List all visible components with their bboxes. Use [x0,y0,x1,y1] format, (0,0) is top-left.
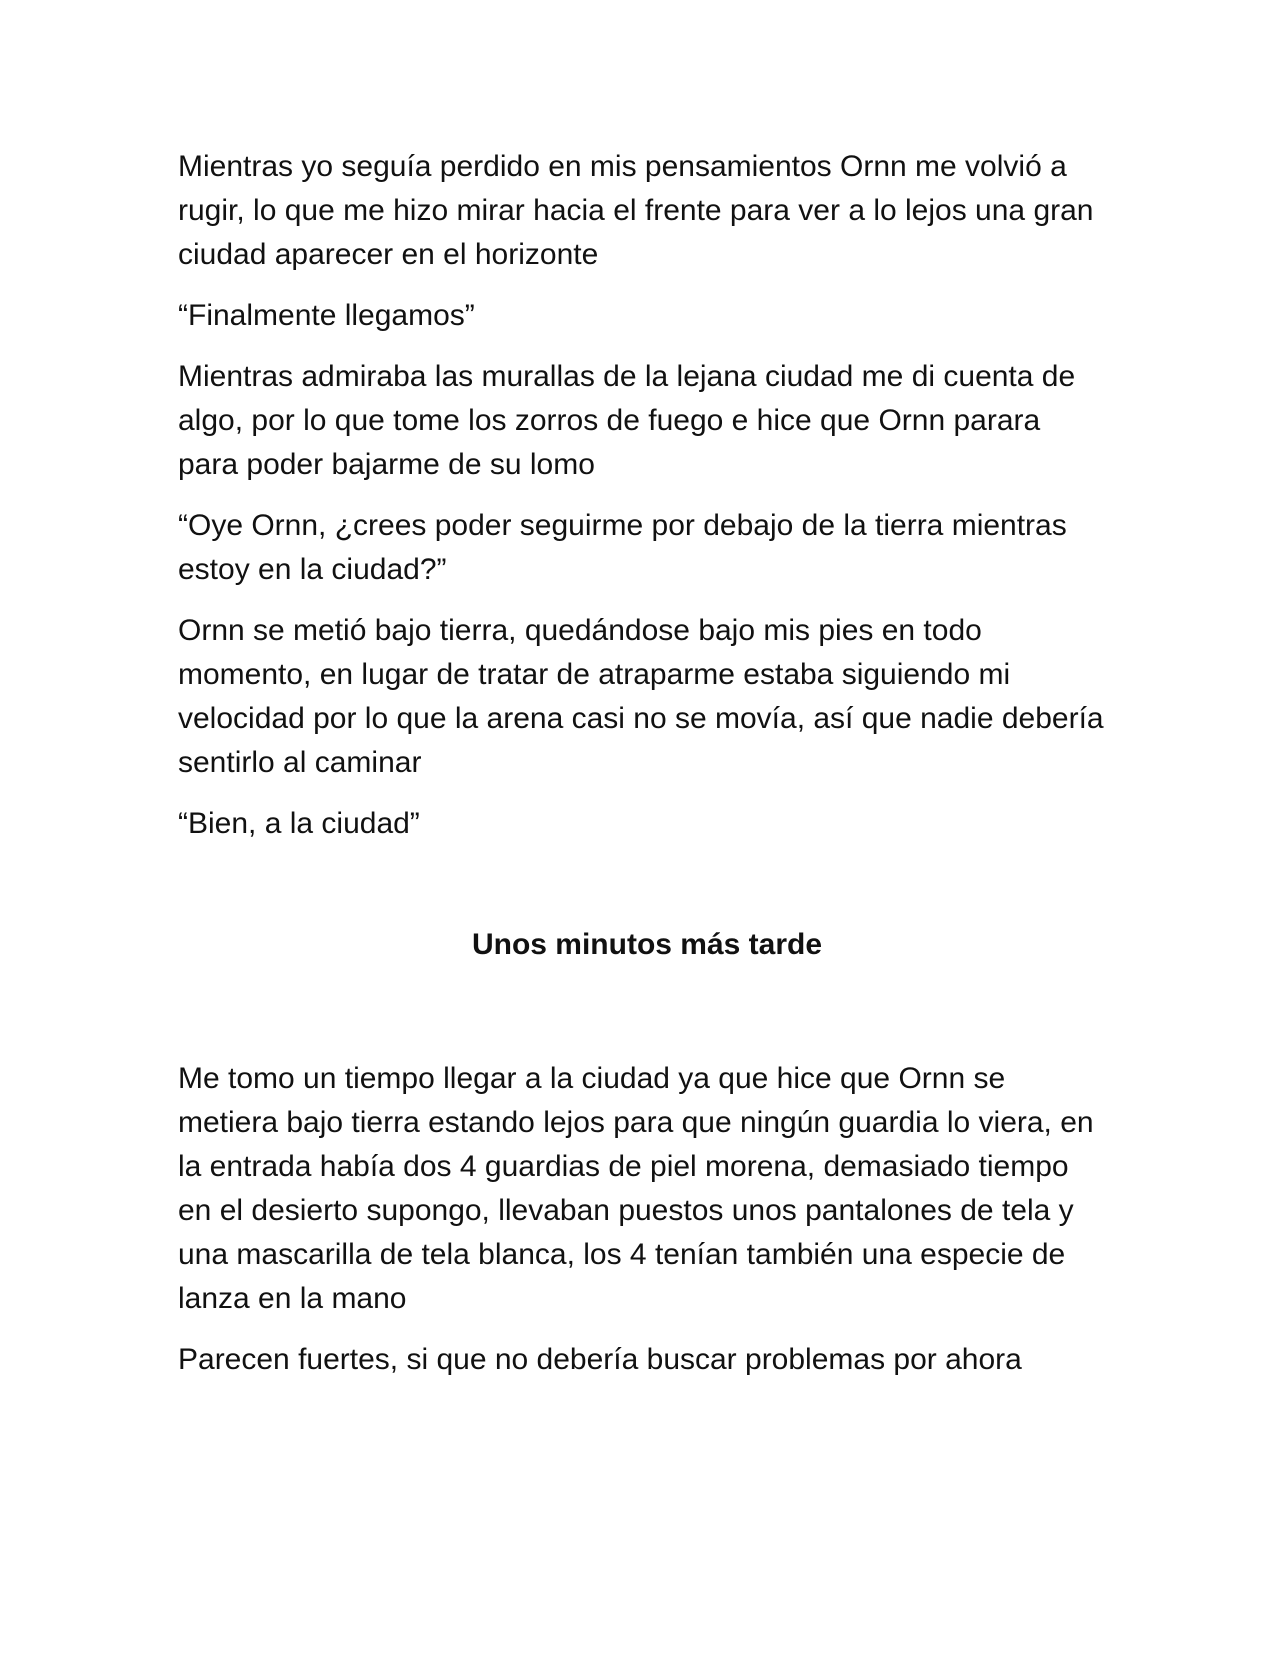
paragraph: Parecen fuertes, si que no debería buscar problemas por ahora [178,1343,1022,1376]
paragraph: Mientras yo seguía perdido en mis pensamientos Ornn me volvió a rugir, lo que me hizo mirar hacia el frente para ver a lo lejos una gran ciudad aparecer en el horizonte [178,150,1094,271]
paragraph: Mientras admiraba las murallas de la lejana ciudad me di cuenta de algo, por lo que tome los zorros de fuego e hice que Ornn parara para poder bajarme de su lomo [178,360,1076,481]
dialogue-line: “Finalmente llegamos” [178,299,475,332]
dialogue-line: “Bien, a la ciudad” [178,807,420,840]
paragraph: Me tomo un tiempo llegar a la ciudad ya que hice que Ornn se metiera bajo tierra estando lejos para que ningún guardia lo viera, en la entrada había dos 4 guardias de piel morena, demasiado tiempo en el desierto supongo, llevaban puestos unos pantalones de tela y una mascarilla de tela blanca, los 4 tenían también una especie de lanza en la mano [178,1062,1094,1315]
dialogue-line: “Oye Ornn, ¿crees poder seguirme por debajo de la tierra mientras estoy en la ciudad?” [178,509,1067,586]
page-content [178,145,1108,1399]
paragraph: Ornn se metió bajo tierra, quedándose bajo mis pies en todo momento, en lugar de tratar de atraparme estaba siguiendo mi velocidad por lo que la arena casi no se movía, así que nadie debería sentirlo al caminar [178,614,1104,779]
section-heading: Unos minutos más tarde [471,928,823,961]
